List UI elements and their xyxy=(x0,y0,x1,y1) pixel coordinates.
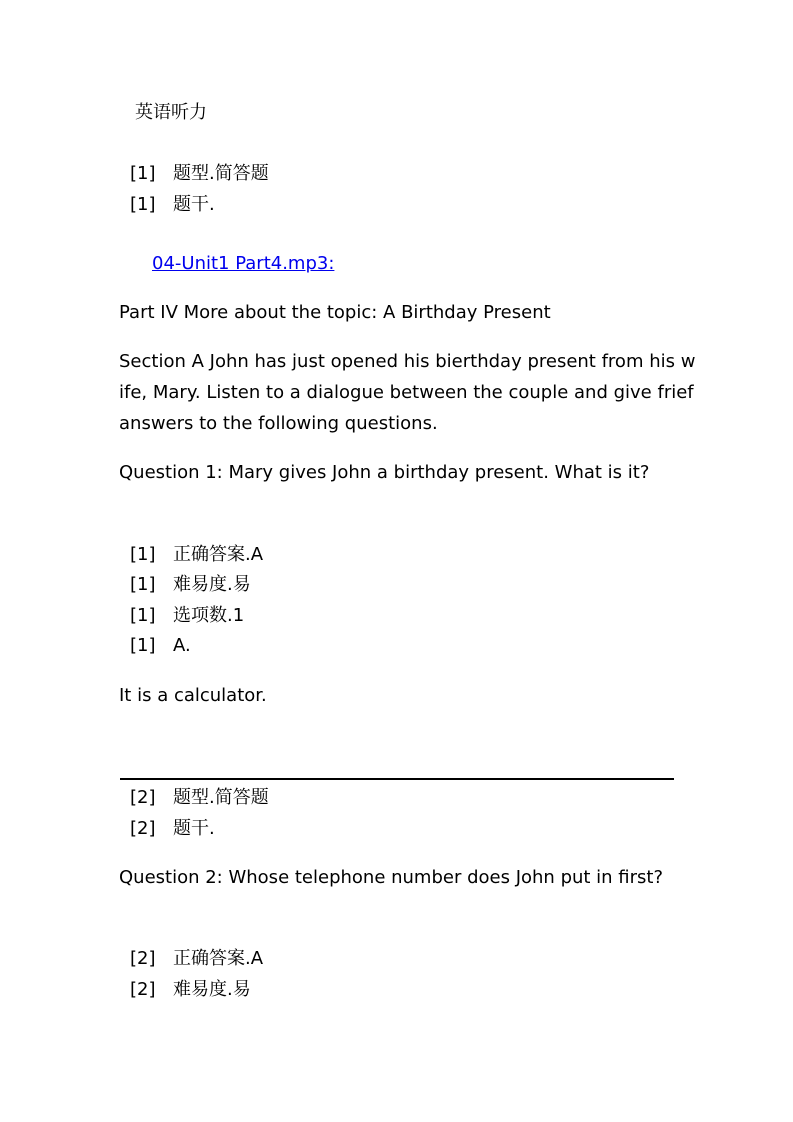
q1-answer-text: It is a calculator. xyxy=(119,685,267,706)
q2-difficulty-number: [2] xyxy=(130,979,156,1000)
q2-difficulty: 难易度.易 xyxy=(173,979,251,1000)
audio-file-link[interactable]: 04-Unit1 Part4.mp3: xyxy=(152,253,335,274)
section-line-1: Section A John has just opened his bierthday present from his w xyxy=(119,351,696,372)
q1-difficulty: 难易度.易 xyxy=(173,574,251,595)
document-title: 英语听力 xyxy=(135,102,207,123)
part-title: Part IV More about the topic: A Birthday Present xyxy=(119,302,551,323)
q1-type-label: 题型.简答题 xyxy=(173,163,269,184)
q1-option-a-number: [1] xyxy=(130,635,156,656)
q1-option-count: 选项数.1 xyxy=(173,605,245,626)
q2-type-label: 题型.简答题 xyxy=(173,787,269,808)
q2-correct-answer: 正确答案.A xyxy=(173,948,264,969)
section-line-3: answers to the following questions. xyxy=(119,413,438,434)
question-divider xyxy=(120,778,674,780)
section-line-2: ife, Mary. Listen to a dialogue between the couple and give frief xyxy=(119,382,694,403)
q1-correct-answer: 正确答案.A xyxy=(173,544,264,565)
q1-difficulty-number: [1] xyxy=(130,574,156,595)
q1-option-count-number: [1] xyxy=(130,605,156,626)
q1-stem-label: 题干. xyxy=(173,194,215,215)
q1-option-a-label: A. xyxy=(173,635,191,656)
q2-type-number: [2] xyxy=(130,787,156,808)
question-2-text: Question 2: Whose telephone number does John put in first? xyxy=(119,867,664,888)
question-1-text: Question 1: Mary gives John a birthday present. What is it? xyxy=(119,462,650,483)
q2-correct-answer-number: [2] xyxy=(130,948,156,969)
q2-stem-label: 题干. xyxy=(173,818,215,839)
q1-stem-number: [1] xyxy=(130,194,156,215)
q1-correct-answer-number: [1] xyxy=(130,544,156,565)
q1-type-number: [1] xyxy=(130,163,156,184)
q2-stem-number: [2] xyxy=(130,818,156,839)
